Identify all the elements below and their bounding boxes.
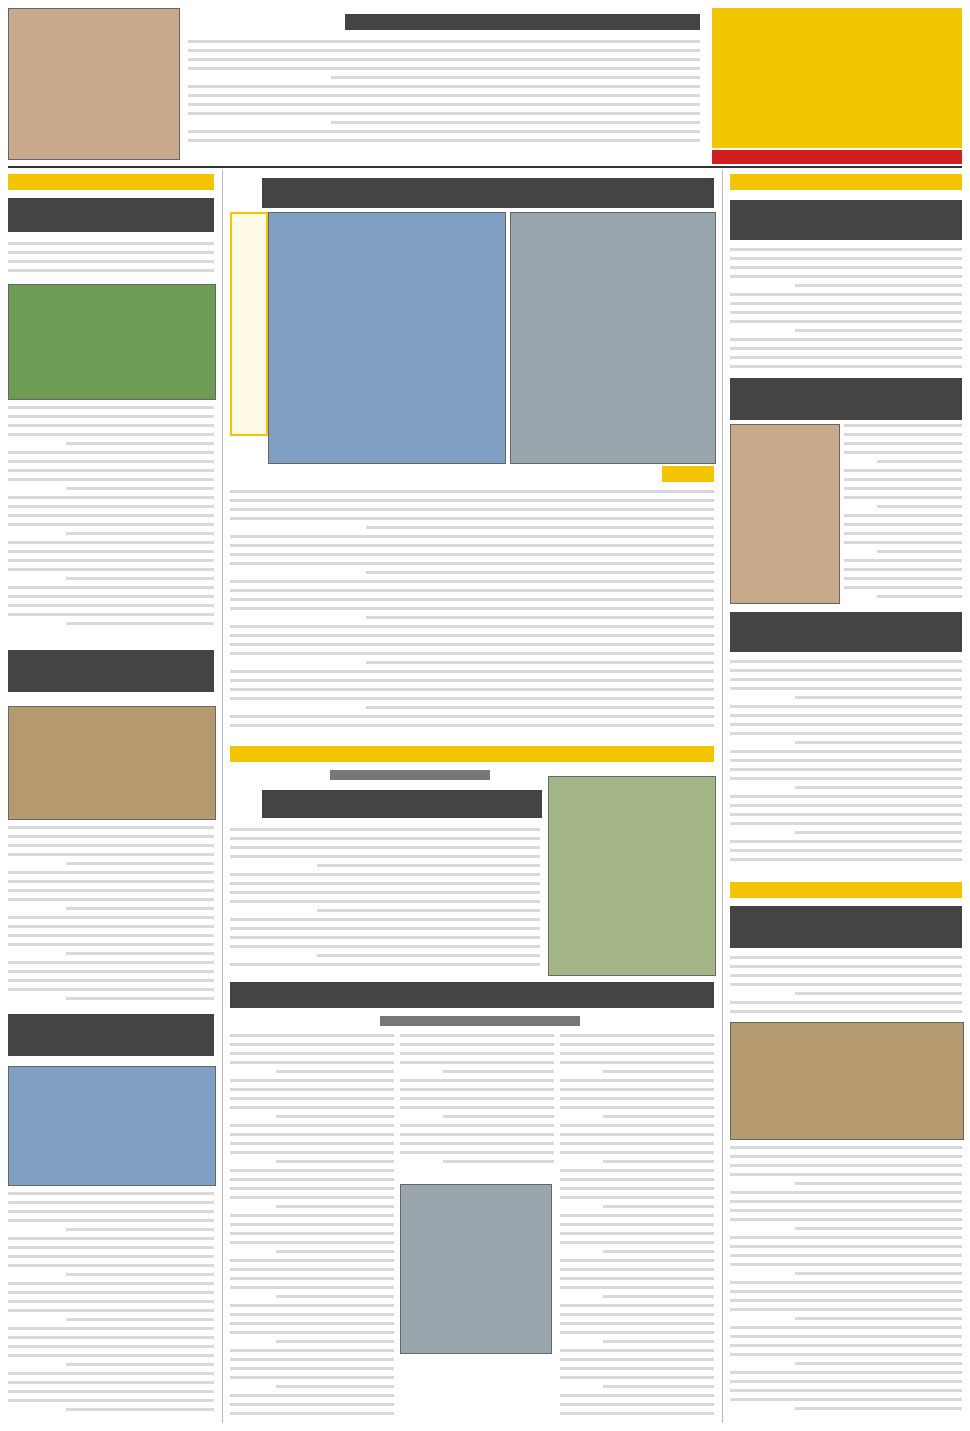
center-story-body — [230, 828, 540, 974]
top-rule — [8, 166, 962, 168]
left-story-2-body — [8, 826, 214, 1006]
lower-story-body-right — [560, 1034, 714, 1422]
lower-story-headline — [230, 982, 714, 1008]
right-story-4-photo — [730, 1022, 964, 1140]
left-story-1-photo — [8, 284, 216, 400]
right-story-4-headline — [730, 906, 962, 948]
center-story-headline — [262, 790, 542, 818]
main-photo-karate — [510, 212, 716, 464]
center-section-band — [230, 746, 714, 762]
right-story-1-headline — [730, 200, 962, 240]
masthead-name — [722, 18, 952, 58]
right-section-band-1 — [730, 174, 962, 190]
lower-story-text — [230, 1034, 714, 1044]
right-story-4-body — [730, 956, 962, 1014]
center-story-photo — [548, 776, 716, 976]
main-headline — [262, 178, 714, 208]
center-story-kicker — [330, 770, 490, 782]
column-divider — [222, 170, 223, 1423]
main-pull-quote — [230, 212, 268, 436]
right-story-1-body — [730, 248, 962, 372]
left-story-2-headline — [8, 650, 214, 692]
left-story-3-headline — [8, 1014, 214, 1056]
issue-number — [882, 151, 956, 163]
left-story-1-body — [8, 242, 214, 278]
right-story-3-body — [730, 660, 962, 870]
main-photo-taekwondo — [268, 212, 506, 464]
lower-story-kicker — [380, 1016, 580, 1028]
left-story-3-photo — [8, 1066, 216, 1186]
main-body-text — [230, 490, 714, 738]
right-story-2-headline — [730, 378, 962, 420]
right-story-3-headline — [730, 612, 962, 652]
lower-story-body-left — [230, 1034, 394, 1422]
left-section-band — [8, 174, 214, 190]
issue-date — [718, 151, 878, 163]
left-story-1-text — [8, 406, 214, 636]
main-kicker — [662, 466, 714, 482]
masthead-slogan — [722, 68, 952, 88]
left-story-3-body — [8, 1192, 214, 1422]
right-story-2-body — [844, 424, 962, 602]
top-story-text — [188, 40, 700, 158]
left-story-1-headline — [8, 198, 214, 232]
right-story-2-photo — [730, 424, 840, 604]
lower-story-portrait — [400, 1184, 552, 1354]
top-portrait-photo — [8, 8, 180, 160]
top-story-headline — [345, 14, 700, 32]
column-divider — [722, 170, 723, 1423]
right-story-4-text — [730, 1146, 962, 1422]
left-story-2-photo — [8, 706, 216, 820]
right-section-band-2 — [730, 882, 962, 898]
lower-story-body-center — [400, 1034, 554, 1176]
masthead-logo — [712, 8, 962, 148]
masthead-date-bar — [712, 150, 962, 164]
